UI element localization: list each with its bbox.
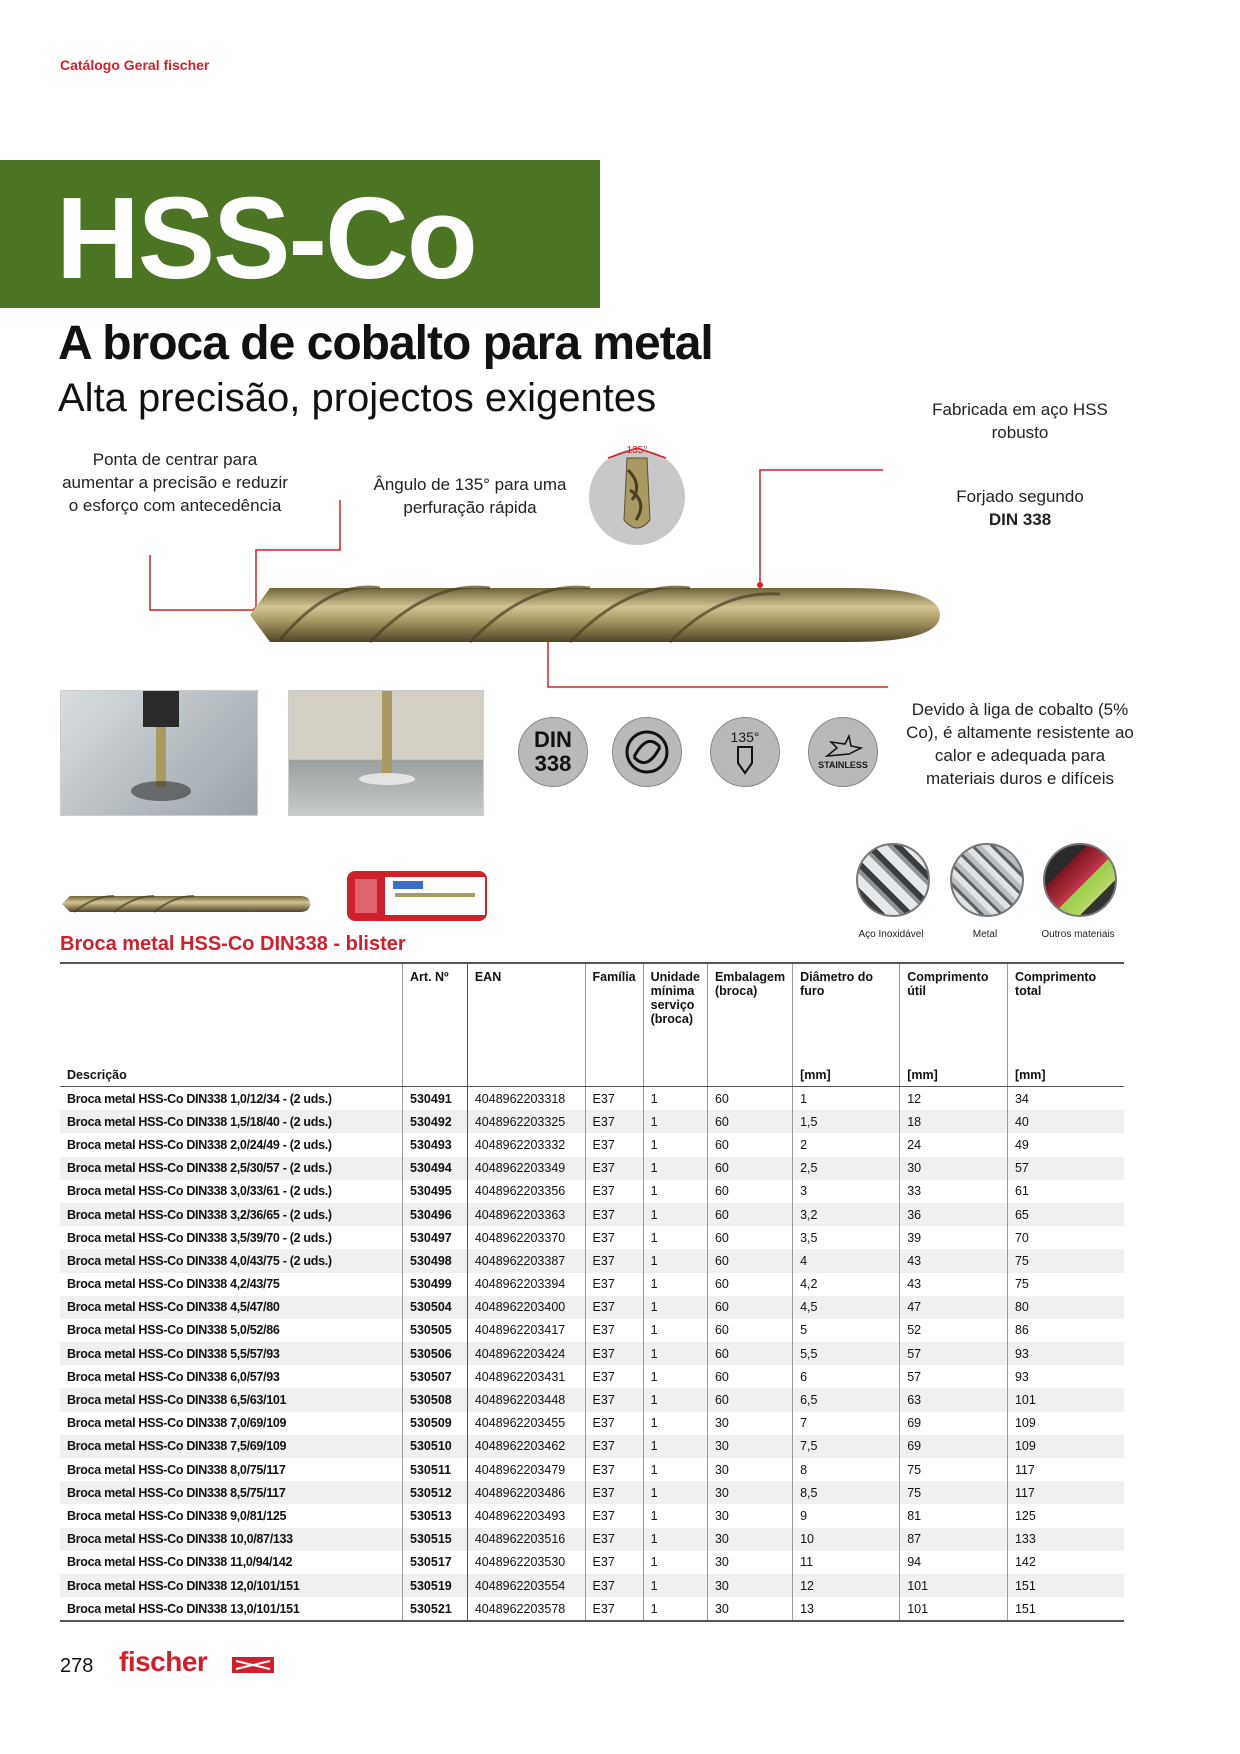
material-other-icon	[1043, 843, 1117, 917]
table-row	[60, 1435, 1124, 1458]
cell-total: 75	[1007, 1249, 1124, 1272]
cell-family: E37	[585, 1110, 643, 1133]
cell-ean: 4048962203332	[467, 1133, 585, 1156]
cell-unit: 1	[643, 1528, 707, 1551]
cell-ean: 4048962203400	[467, 1296, 585, 1319]
cell-pack: 60	[707, 1296, 792, 1319]
header-unit: Unidade mínima serviço (broca)	[643, 963, 707, 1062]
cell-useful: 24	[900, 1133, 1008, 1156]
cell-family: E37	[585, 1319, 643, 1342]
cell-family: E37	[585, 1157, 643, 1180]
unit-useful-length: [mm]	[900, 1062, 1008, 1087]
cell-diameter: 8,5	[793, 1481, 900, 1504]
cell-family: E37	[585, 1597, 643, 1621]
cell-ean: 4048962203370	[467, 1226, 585, 1249]
cell-unit: 1	[643, 1365, 707, 1388]
cell-total: 70	[1007, 1226, 1124, 1249]
cell-desc: Broca metal HSS-Co DIN338 13,0/101/151	[60, 1597, 403, 1621]
cell-pack: 60	[707, 1110, 792, 1133]
cell-pack: 30	[707, 1458, 792, 1481]
cell-desc: Broca metal HSS-Co DIN338 4,2/43/75	[67, 1277, 280, 1292]
cell-useful: 30	[900, 1157, 1008, 1180]
cell-diameter: 3,2	[793, 1203, 900, 1226]
cell-desc: Broca metal HSS-Co DIN338 2,0/24/49 - (2 uds.)	[67, 1137, 332, 1152]
cell-diameter: 5,5	[793, 1342, 900, 1365]
cell-pack: 60	[707, 1180, 792, 1203]
material-stainless-steel-icon	[856, 843, 930, 917]
cell-desc: Broca metal HSS-Co DIN338 7,5/69/109	[60, 1435, 403, 1458]
cell-art: 530506	[403, 1342, 468, 1365]
din338-icon	[518, 717, 588, 787]
callout-centering-tip: Ponta de centrar para aumentar a precisão e reduzir o esforço com antecedência	[62, 450, 288, 515]
cell-family: E37	[585, 1458, 643, 1481]
cell-ean: 4048962203578	[467, 1597, 585, 1621]
cell-total: 117	[1007, 1481, 1124, 1504]
cell-desc: Broca metal HSS-Co DIN338 6,0/57/93	[67, 1369, 280, 1384]
cell-family: E37	[585, 1551, 643, 1574]
cell-pack: 30	[707, 1435, 792, 1458]
unit-total-length: [mm]	[1007, 1062, 1124, 1087]
cell-diameter: 7	[793, 1412, 900, 1435]
cell-ean: 4048962203325	[467, 1110, 585, 1133]
cell-unit: 1	[643, 1481, 707, 1504]
main-heading: A broca de cobalto para metal	[58, 317, 713, 370]
cell-family: E37	[585, 1388, 643, 1411]
cell-desc: Broca metal HSS-Co DIN338 3,0/33/61 - (2 uds.)	[67, 1184, 332, 1199]
cell-ean: 4048962203424	[467, 1342, 585, 1365]
cell-pack: 30	[707, 1412, 792, 1435]
cell-unit: 1	[643, 1342, 707, 1365]
drill-bit-illustration	[240, 570, 940, 660]
cell-ean: 4048962203417	[467, 1319, 585, 1342]
header-art: Art. Nº	[403, 963, 468, 1062]
cell-family: E37	[585, 1296, 643, 1319]
cell-useful: 18	[900, 1110, 1008, 1133]
cell-ean: 4048962203479	[467, 1458, 585, 1481]
cell-unit: 1	[643, 1087, 707, 1111]
cell-art: 530504	[403, 1296, 468, 1319]
cell-family: E37	[585, 1226, 643, 1249]
table-row	[60, 1319, 1124, 1342]
table-row	[60, 1226, 1124, 1249]
table-row	[60, 1504, 1124, 1527]
callout-hss-steel: Fabricada em aço HSS robusto	[932, 400, 1108, 442]
material-metal-icon	[950, 843, 1024, 917]
cell-unit: 1	[643, 1504, 707, 1527]
cell-pack: 60	[707, 1365, 792, 1388]
cell-pack: 60	[707, 1226, 792, 1249]
cell-family: E37	[585, 1365, 643, 1388]
cell-ean: 4048962203387	[467, 1249, 585, 1272]
cell-pack: 60	[707, 1342, 792, 1365]
cell-pack: 60	[707, 1133, 792, 1156]
header-empty	[60, 963, 403, 1062]
table-row	[60, 1157, 1124, 1180]
cell-desc: Broca metal HSS-Co DIN338 3,2/36/65 - (2 uds.)	[60, 1203, 403, 1226]
cell-ean: 4048962203516	[467, 1528, 585, 1551]
cell-desc: Broca metal HSS-Co DIN338 6,5/63/101	[60, 1388, 403, 1411]
cell-family: E37	[585, 1087, 643, 1111]
cell-family: E37	[585, 1273, 643, 1296]
catalog-header: Catálogo Geral fischer	[60, 57, 210, 73]
table-row	[60, 1203, 1124, 1226]
cell-useful: 57	[900, 1342, 1008, 1365]
cell-useful: 57	[900, 1365, 1008, 1388]
cell-ean: 4048962203554	[467, 1574, 585, 1597]
material-label-metal: Metal	[972, 929, 998, 940]
cell-pack: 60	[707, 1249, 792, 1272]
photo-drilling-steel	[60, 690, 258, 816]
table-row	[60, 1388, 1124, 1411]
cell-useful: 75	[900, 1458, 1008, 1481]
cell-total: 142	[1007, 1551, 1124, 1574]
cell-unit: 1	[643, 1435, 707, 1458]
cell-ean: 4048962203448	[467, 1388, 585, 1411]
cell-art: 530512	[403, 1481, 468, 1504]
cell-pack: 30	[707, 1528, 792, 1551]
cell-ean: 4048962203462	[467, 1435, 585, 1458]
cell-useful: 87	[900, 1528, 1008, 1551]
cell-useful: 81	[900, 1504, 1008, 1527]
cell-desc: Broca metal HSS-Co DIN338 4,5/47/80	[60, 1296, 403, 1319]
cell-art: 530510	[403, 1435, 468, 1458]
table-row	[60, 1597, 1124, 1621]
callout-135-angle: Ângulo de 135° para uma perfuração rápida	[373, 475, 567, 517]
din-icon-line1: DIN	[534, 727, 572, 752]
cell-pack: 60	[707, 1273, 792, 1296]
cell-diameter: 2	[793, 1133, 900, 1156]
cell-useful: 63	[900, 1388, 1008, 1411]
cell-useful: 39	[900, 1226, 1008, 1249]
cell-ean: 4048962203486	[467, 1481, 585, 1504]
cell-diameter: 7,5	[793, 1435, 900, 1458]
cell-pack: 60	[707, 1203, 792, 1226]
cell-diameter: 13	[793, 1597, 900, 1621]
cell-family: E37	[585, 1342, 643, 1365]
cell-art: 530496	[403, 1203, 468, 1226]
angle-135-icon	[710, 717, 780, 787]
cell-art: 530493	[403, 1133, 468, 1156]
cell-ean: 4048962203394	[467, 1273, 585, 1296]
cell-art: 530491	[403, 1087, 468, 1111]
table-row	[60, 1574, 1124, 1597]
callout-cobalt-alloy: Devido à liga de cobalto (5% Co), é altamente resistente ao calor e adequada para materiais duros e difíceis	[906, 700, 1134, 788]
table-row	[60, 1528, 1124, 1551]
cell-desc: Broca metal HSS-Co DIN338 11,0/94/142	[67, 1555, 293, 1570]
cell-useful: 43	[900, 1249, 1008, 1272]
stainless-icon-label: STAINLESS	[818, 760, 868, 770]
zoom-angle-label: 135°	[626, 445, 648, 456]
cell-ean: 4048962203455	[467, 1412, 585, 1435]
cell-useful: 94	[900, 1551, 1008, 1574]
table-row	[60, 1551, 1124, 1574]
cell-desc: Broca metal HSS-Co DIN338 7,0/69/109	[67, 1416, 287, 1431]
drill-tip-zoom	[588, 440, 686, 548]
header-description: Descrição	[60, 1062, 403, 1087]
cell-unit: 1	[643, 1597, 707, 1621]
callout-forged-norm: DIN 338	[988, 510, 1052, 529]
cell-total: 61	[1007, 1180, 1124, 1203]
header-total-length: Comprimento total	[1007, 963, 1124, 1062]
table-row	[60, 1342, 1124, 1365]
cell-desc: Broca metal HSS-Co DIN338 5,0/52/86	[67, 1323, 280, 1338]
cell-pack: 60	[707, 1388, 792, 1411]
cell-art: 530497	[403, 1226, 468, 1249]
cell-unit: 1	[643, 1110, 707, 1133]
cell-ean: 4048962203356	[467, 1180, 585, 1203]
cell-art: 530494	[403, 1157, 468, 1180]
cell-total: 57	[1007, 1157, 1124, 1180]
header-pack: Embalagem (broca)	[707, 963, 792, 1062]
cell-family: E37	[585, 1435, 643, 1458]
cell-diameter: 1,5	[793, 1110, 900, 1133]
cell-unit: 1	[643, 1273, 707, 1296]
cell-total: 109	[1007, 1435, 1124, 1458]
cell-art: 530498	[403, 1249, 468, 1272]
fischer-logo-mark-icon	[232, 1657, 274, 1673]
table-row	[60, 1296, 1124, 1319]
cell-diameter: 3	[793, 1180, 900, 1203]
cell-diameter: 2,5	[793, 1157, 900, 1180]
table-row	[60, 1273, 1124, 1296]
cell-total: 133	[1007, 1528, 1124, 1551]
cell-art: 530519	[403, 1574, 468, 1597]
cell-desc: Broca metal HSS-Co DIN338 12,0/101/151	[60, 1574, 403, 1597]
cell-unit: 1	[643, 1388, 707, 1411]
cell-total: 34	[1007, 1087, 1124, 1111]
cell-desc: Broca metal HSS-Co DIN338 3,5/39/70 - (2 uds.)	[67, 1230, 332, 1245]
cell-desc: Broca metal HSS-Co DIN338 9,0/81/125	[67, 1508, 287, 1523]
cell-unit: 1	[643, 1458, 707, 1481]
cell-total: 86	[1007, 1319, 1124, 1342]
cell-ean: 4048962203530	[467, 1551, 585, 1574]
cell-ean: 4048962203349	[467, 1157, 585, 1180]
cell-pack: 60	[707, 1157, 792, 1180]
cell-pack: 30	[707, 1574, 792, 1597]
unit-art-empty	[403, 1062, 468, 1087]
cell-diameter: 6,5	[793, 1388, 900, 1411]
cell-total: 80	[1007, 1296, 1124, 1319]
cell-ean: 4048962203318	[467, 1087, 585, 1111]
cell-diameter: 4,5	[793, 1296, 900, 1319]
cell-diameter: 11	[793, 1551, 900, 1574]
cell-useful: 12	[900, 1087, 1008, 1111]
cell-total: 93	[1007, 1365, 1124, 1388]
split-point-icon	[612, 717, 682, 787]
cell-useful: 75	[900, 1481, 1008, 1504]
page-title: HSS-Co	[56, 173, 476, 303]
cell-desc: Broca metal HSS-Co DIN338 4,0/43/75 - (2 uds.)	[60, 1249, 403, 1272]
cell-family: E37	[585, 1574, 643, 1597]
cell-total: 40	[1007, 1110, 1124, 1133]
header-ean: EAN	[467, 963, 585, 1062]
cell-unit: 1	[643, 1319, 707, 1342]
cell-art: 530505	[403, 1319, 468, 1342]
cell-total: 101	[1007, 1388, 1124, 1411]
cell-diameter: 6	[793, 1365, 900, 1388]
unit-diameter: [mm]	[793, 1062, 900, 1087]
cell-unit: 1	[643, 1157, 707, 1180]
cell-unit: 1	[643, 1226, 707, 1249]
cell-useful: 43	[900, 1273, 1008, 1296]
cell-family: E37	[585, 1180, 643, 1203]
cell-pack: 30	[707, 1504, 792, 1527]
cell-art: 530495	[403, 1180, 468, 1203]
header-diameter: Diâmetro do furo	[793, 963, 900, 1062]
cell-diameter: 4,2	[793, 1273, 900, 1296]
cell-useful: 47	[900, 1296, 1008, 1319]
cell-useful: 101	[900, 1597, 1008, 1621]
cell-diameter: 5	[793, 1319, 900, 1342]
cell-family: E37	[585, 1249, 643, 1272]
material-label-steel: Aço Inoxidável	[858, 929, 924, 940]
header-useful-length: Comprimento útil	[900, 963, 1008, 1062]
cell-unit: 1	[643, 1574, 707, 1597]
cell-total: 109	[1007, 1412, 1124, 1435]
cell-useful: 52	[900, 1319, 1008, 1342]
cell-desc: Broca metal HSS-Co DIN338 10,0/87/133	[60, 1528, 403, 1551]
cell-useful: 101	[900, 1574, 1008, 1597]
sub-heading: Alta precisão, projectos exigentes	[58, 376, 657, 420]
cell-ean: 4048962203431	[467, 1365, 585, 1388]
cell-unit: 1	[643, 1551, 707, 1574]
cell-desc: Broca metal HSS-Co DIN338 5,5/57/93	[60, 1342, 403, 1365]
cell-art: 530499	[403, 1273, 468, 1296]
cell-art: 530513	[403, 1504, 468, 1527]
cell-art: 530509	[403, 1412, 468, 1435]
cell-diameter: 3,5	[793, 1226, 900, 1249]
cell-art: 530511	[403, 1458, 468, 1481]
cell-family: E37	[585, 1133, 643, 1156]
table-row	[60, 1249, 1124, 1272]
cell-unit: 1	[643, 1203, 707, 1226]
cell-family: E37	[585, 1481, 643, 1504]
cell-desc: Broca metal HSS-Co DIN338 1,5/18/40 - (2 uds.)	[60, 1110, 403, 1133]
cell-family: E37	[585, 1412, 643, 1435]
cell-art: 530521	[403, 1597, 468, 1621]
cell-desc: Broca metal HSS-Co DIN338 8,5/75/117	[60, 1481, 403, 1504]
cell-total: 75	[1007, 1273, 1124, 1296]
cell-unit: 1	[643, 1133, 707, 1156]
cell-total: 125	[1007, 1504, 1124, 1527]
section-title: Broca metal HSS-Co DIN338 - blister	[60, 933, 406, 955]
fischer-logo: fischer	[119, 1646, 208, 1677]
cell-family: E37	[585, 1203, 643, 1226]
table-row	[60, 1458, 1124, 1481]
cell-unit: 1	[643, 1249, 707, 1272]
cell-pack: 60	[707, 1319, 792, 1342]
header-family: Família	[585, 963, 643, 1062]
unit-ean-empty	[467, 1062, 585, 1087]
cell-desc: Broca metal HSS-Co DIN338 8,0/75/117	[67, 1462, 286, 1477]
table-row	[60, 1365, 1124, 1388]
cell-useful: 69	[900, 1435, 1008, 1458]
unit-pack-empty	[707, 1062, 792, 1087]
unit-family-empty	[585, 1062, 643, 1087]
unit-unit-empty	[643, 1062, 707, 1087]
table-body	[60, 1087, 1124, 1622]
cell-pack: 30	[707, 1551, 792, 1574]
cell-unit: 1	[643, 1296, 707, 1319]
cell-useful: 33	[900, 1180, 1008, 1203]
cell-ean: 4048962203363	[467, 1203, 585, 1226]
table-row	[60, 1133, 1124, 1156]
cell-pack: 60	[707, 1087, 792, 1111]
table-row	[60, 1087, 1124, 1111]
cell-diameter: 9	[793, 1504, 900, 1527]
cell-total: 49	[1007, 1133, 1124, 1156]
cell-art: 530492	[403, 1110, 468, 1133]
product-blister-pack-image	[345, 867, 489, 925]
cell-total: 117	[1007, 1458, 1124, 1481]
cell-ean: 4048962203493	[467, 1504, 585, 1527]
cell-family: E37	[585, 1528, 643, 1551]
cell-total: 151	[1007, 1597, 1124, 1621]
cell-pack: 30	[707, 1597, 792, 1621]
cell-art: 530515	[403, 1528, 468, 1551]
table-row	[60, 1110, 1124, 1133]
table-row	[60, 1180, 1124, 1203]
din-icon-line2: 338	[534, 751, 572, 776]
cell-diameter: 8	[793, 1458, 900, 1481]
page-number: 278	[60, 1655, 94, 1677]
cell-total: 93	[1007, 1342, 1124, 1365]
callout-din-forged	[930, 485, 1110, 531]
product-table	[60, 962, 1124, 1622]
cell-diameter: 4	[793, 1249, 900, 1272]
stainless-icon	[808, 717, 878, 787]
cell-unit: 1	[643, 1412, 707, 1435]
cell-useful: 69	[900, 1412, 1008, 1435]
cell-diameter: 12	[793, 1574, 900, 1597]
cell-diameter: 1	[793, 1087, 900, 1111]
cell-total: 65	[1007, 1203, 1124, 1226]
cell-useful: 36	[900, 1203, 1008, 1226]
cell-desc: Broca metal HSS-Co DIN338 1,0/12/34 - (2 uds.)	[67, 1091, 332, 1106]
cell-art: 530507	[403, 1365, 468, 1388]
table-row	[60, 1481, 1124, 1504]
cell-unit: 1	[643, 1180, 707, 1203]
cell-total: 151	[1007, 1574, 1124, 1597]
photo-drilling-metal-plate	[288, 690, 484, 816]
cell-diameter: 10	[793, 1528, 900, 1551]
cell-pack: 30	[707, 1481, 792, 1504]
angle-icon-label: 135°	[730, 729, 760, 745]
table-row	[60, 1412, 1124, 1435]
callout-forged-text: Forjado segundo	[956, 487, 1084, 506]
cell-desc: Broca metal HSS-Co DIN338 2,5/30/57 - (2 uds.)	[60, 1157, 403, 1180]
material-label-other: Outros materiais	[1041, 929, 1115, 940]
cell-family: E37	[585, 1504, 643, 1527]
product-drill-image	[60, 894, 312, 914]
cell-art: 530517	[403, 1551, 468, 1574]
cell-art: 530508	[403, 1388, 468, 1411]
